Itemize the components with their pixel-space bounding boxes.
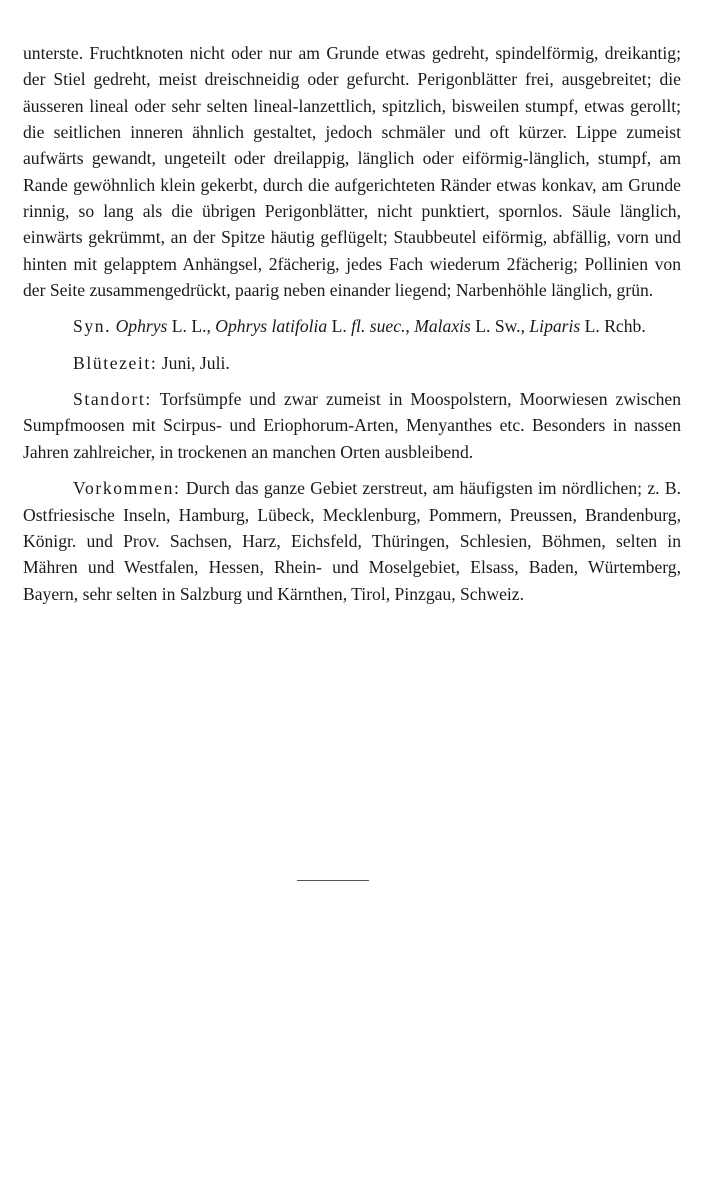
section-divider	[297, 880, 369, 881]
habitat-label: Standort:	[73, 389, 152, 410]
habitat-paragraph	[23, 386, 681, 465]
species-text	[23, 40, 681, 607]
synonym-name-2: Ophrys latifolia	[215, 316, 328, 337]
description-text: unterste. Fruchtknoten nicht oder nur am Grunde etwas gedreht, spindelförmig, dreikantig; der Stiel gedreht, meist dreischneidig oder gefurcht. Perigonblätter frei, ausgebreitet; die äusseren lineal oder sehr selten lineal-lanzettlich, spitzlich, bisweilen stumpf, etwas gerollt; die seitlichen inneren ähnlich gestaltet, jedoch schmäler und oft kürzer. Lippe zumeist aufwärts gewandt, ungeteilt oder dreilappig, länglich oder eiförmig-länglich, stumpf, am Rande gewöhnlich klein gekerbt, durch die aufgerichteten Ränder etwas konkav, am Grunde rinnig, so lang als die übrigen Perigonblätter, nicht punktiert, spornlos. Säule länglich, einwärts gekrümmt, an der Spitze häutig geflügelt; Staubbeutel eiförmig, abfällig, vorn und hinten mit gelapptem Anhängsel, 2fächerig, jedes Fach wiederum 2fächerig; Pollinien von der Seite zusammengedrückt, paarig neben einander liegend; Narbenhöhle länglich, grün.	[23, 43, 681, 301]
bloom-value: Juni, Juli.	[157, 352, 230, 373]
synonym-name-4: Liparis	[529, 316, 581, 337]
bloom-label: Blütezeit:	[73, 352, 158, 373]
synonyms-paragraph	[23, 313, 681, 339]
synonym-name-1: Ophrys	[115, 316, 168, 337]
synonym-authority-2: L.	[327, 316, 352, 337]
synonym-authority-4: L. Rchb.	[580, 316, 646, 337]
distribution-label: Vorkommen:	[73, 478, 181, 499]
synonym-authority-3: L. Sw.,	[470, 316, 530, 337]
distribution-value: Durch das ganze Gebiet zerstreut, am häufigsten im nördlichen; z. B. Ostfriesische Inseln, Hamburg, Lübeck, Mecklenburg, Pommern, Preussen, Brandenburg, Königr. und Prov. Sachsen, Harz, Eichsfeld, Thüringen, Schlesien, Böhmen, selten in Mähren und Westfalen, Hessen, Rhein- und Moselgebiet, Elsass, Baden, Würtemberg, Bayern, sehr selten in Salzburg und Kärnthen, Tirol, Pinzgau, Schweiz.	[23, 478, 681, 604]
distribution-paragraph	[23, 475, 681, 607]
synonym-separator-2: ,	[405, 316, 415, 337]
synonym-reference-2: fl. suec.	[351, 316, 406, 337]
bloom-paragraph	[23, 350, 681, 376]
synonym-name-3: Malaxis	[414, 316, 471, 337]
synonym-authority-1: L. L.,	[167, 316, 216, 337]
synonyms-label: Syn.	[73, 316, 112, 337]
habitat-value: Torfsümpfe und zwar zumeist in Moospolstern, Moorwiesen zwischen Sumpfmoosen mit Scirpus- und Eriophorum-Arten, Menyanthes etc. Besonders in nassen Jahren zahlreicher, in trockenen an manchen Orten ausbleibend.	[23, 389, 681, 462]
description-paragraph	[23, 40, 681, 303]
